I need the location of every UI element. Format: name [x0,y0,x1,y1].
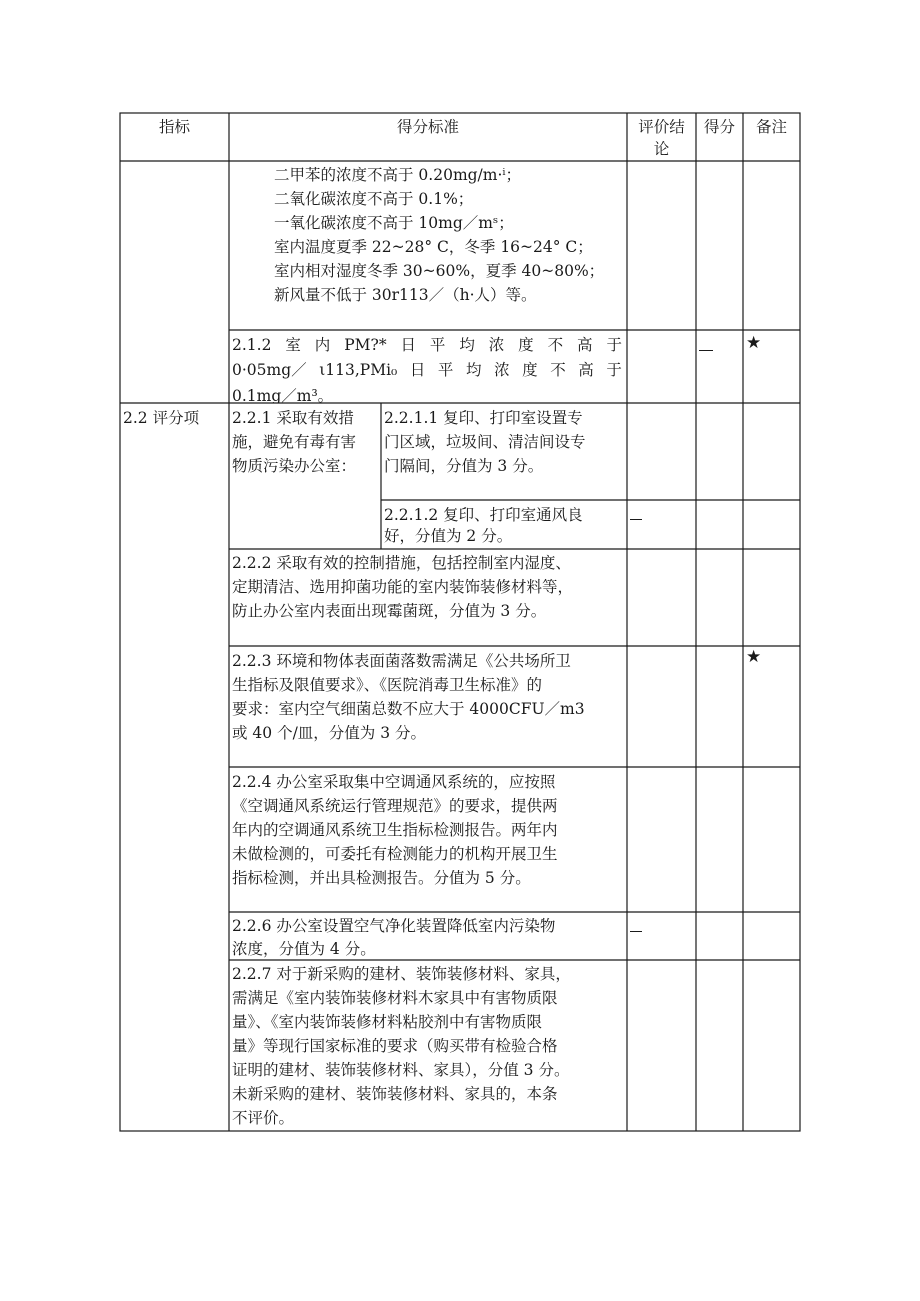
air-quality-line: 室内相对湿度冬季 30~60%，夏季 40~80%； [274,262,605,280]
text-token: 不 [547,336,564,354]
item-2-1-2-line3: 0.1mg／m³。 [232,387,334,403]
header-criteria: 得分标准 [396,118,459,136]
text-token: 于 [606,361,622,379]
text-token: 于 [606,336,622,354]
text-token: 度 [522,361,538,379]
air-quality-line: 室内温度夏季 22~28° C，冬季 16~24° C； [274,238,593,256]
item-2-2-1-1-line: 门隔间，分值为 3 分。 [384,457,544,475]
item-2-2-2-line: 定期清洁、选用抑菌功能的室内装饰装修材料等， [232,578,574,596]
item-2-2-4-line: 指标检测，并出具检测报告。分值为 5 分。 [232,869,531,887]
header-score: 得分 [703,118,735,136]
air-quality-line: 二氧化碳浓度不高于 0.1%； [274,190,474,208]
header-conclusion-line1: 评价结 [638,118,685,136]
star-icon: ★ [746,333,762,353]
item-2-2-6-line: 2.2.6 办公室设置空气净化装置降低室内污染物 [232,917,556,935]
text-token: 不 [550,361,566,379]
text-token: ι113,PMi₀ [319,361,398,379]
item-2-2-7-line: 不评价。 [232,1109,295,1127]
item-2-2-3-line: 或 40 个/皿，分值为 3 分。 [232,724,427,742]
item-2-2-4-line: 年内的空调通风系统卫生指标检测报告。两年内 [232,821,558,839]
score-mark [630,519,642,520]
text-token: 0·05mg／ [232,361,307,379]
air-quality-line: 一氧化碳浓度不高于 10mg／mˢ； [274,214,514,232]
item-2-2-3-line: 要求：室内空气细菌总数不应大于 4000CFU／m3 [232,700,585,718]
item-2-2-3-line: 生指标及限值要求》、《医院消毒卫生标准》的 [232,676,543,694]
item-2-2-7-line: 量》等现行国家标准的要求（购买带有检验合格 [232,1037,558,1055]
item-2-2-4-line: 2.2.4 办公室采取集中空调通风系统的，应按照 [232,773,556,791]
item-2-2-1-line: 物质污染办公室： [232,457,357,475]
text-token: 均 [459,336,475,354]
air-quality-line: 新风量不低于 30r113／（h·人）等。 [274,286,537,304]
item-2-2-1-line: 2.2.1 采取有效措 [232,409,354,427]
item-2-2-7-line: 需满足《室内装饰装修材料木家具中有害物质限 [232,989,558,1007]
text-token: 平 [437,361,454,379]
item-2-1-2-line2 [232,358,622,382]
header-indicator: 指标 [158,118,190,136]
item-2-2-7-line: 量》、《室内装饰装修材料粘胶剂中有害物质限 [232,1013,543,1031]
score-mark [630,931,642,932]
text-token: 日 [400,336,416,354]
item-2-1-2-line1 [232,333,622,357]
item-2-2-2-line: 2.2.2 采取有效的控制措施，包括控制室内湿度、 [232,554,571,572]
item-2-2-7-line: 2.2.7 对于新采购的建材、装饰装修材料、家具， [232,965,571,983]
item-2-2-3-line: 2.2.3 环境和物体表面菌落数需满足《公共场所卫 [232,652,571,670]
text-token: 高 [578,361,594,379]
item-2-2-7-line: 证明的建材、装饰装修材料、家具），分值 3 分。 [232,1061,570,1079]
text-token: 日 [409,361,426,379]
header-conclusion-line2: 论 [653,140,670,158]
text-token: 浓 [494,361,510,379]
air-quality-line: 二甲苯的浓度不高于 0.20mg/m·ⁱ； [274,166,522,184]
item-2-2-4-line: 《空调通风系统运行管理规范》的要求，提供两 [232,797,558,815]
item-2-2-4-line: 未做检测的，可委托有检测能力的机构开展卫生 [232,845,558,863]
section-2-2-label: 2.2 评分项 [123,409,200,427]
item-2-2-1-2-line: 2.2.1.2 复印、打印室通风良 [384,506,583,524]
item-2-2-7-line: 未新采购的建材、装饰装修材料、家具的，本条 [232,1085,558,1103]
text-token: 室 [285,336,301,354]
text-token: PM?* [344,336,387,354]
text-token: 浓 [488,336,505,354]
text-token: 内 [314,336,331,354]
item-2-2-1-2-line: 好，分值为 2 分。 [384,527,513,545]
item-2-2-1-1-line: 2.2.1.1 复印、打印室设置专 [384,409,583,427]
text-token: 度 [518,336,534,354]
text-token: 高 [577,336,593,354]
item-2-2-1-1-line: 门区域，垃圾间、清洁间设专 [384,433,586,451]
item-2-2-2-line: 防止办公室内表面出现霉菌斑，分值为 3 分。 [232,602,547,620]
score-mark [699,350,713,351]
text-token: 2.1.2 [232,336,272,354]
star-icon: ★ [746,647,762,667]
header-remarks: 备注 [755,118,787,136]
text-token: 均 [465,361,482,379]
text-token: 平 [429,336,446,354]
item-2-2-6-line: 浓度，分值为 4 分。 [232,940,376,958]
item-2-2-1-line: 施，避免有毒有害 [232,433,357,451]
